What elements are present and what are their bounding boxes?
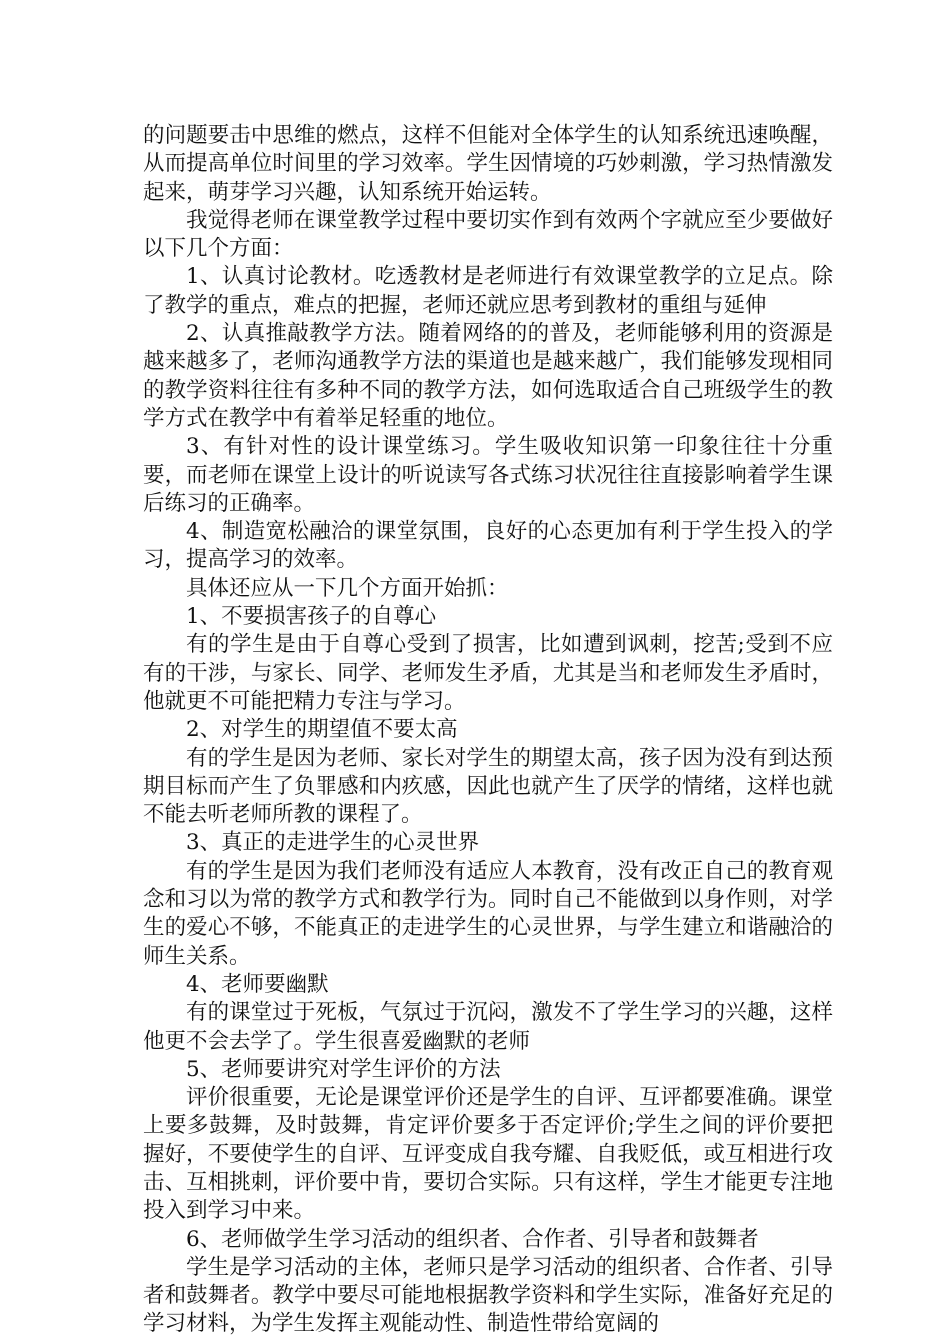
section-heading: 2、对学生的期望值不要太高 <box>186 717 458 743</box>
paragraph: 2、认真推敲教学方法。随着网络的的普及，老师能够利用的资源是越来越多了，老师沟通教学方法的渠道也是越来越广，我们能够发现相同的教学资料往往有多种不同的教学方法，如何选取适合自己班级学生的教学方式在教学中有着举足轻重的地位。 <box>143 321 833 431</box>
paragraph: 有的学生是因为我们老师没有适应人本教育，没有改正自己的教育观念和习以为常的教学方式和教学行为。同时自己不能做到以身作则，对学生的爱心不够，不能真正的走进学生的心灵世界，与学生建立和谐融洽的师生关系。 <box>143 858 833 969</box>
paragraph: 1、认真讨论教材。吃透教材是老师进行有效课堂教学的立足点。除了教学的重点，难点的把握，老师还就应思考到教材的重组与延伸 <box>143 264 833 318</box>
document-body <box>143 122 833 1339</box>
paragraph: 4、制造宽松融洽的课堂氛围，良好的心态更加有利于学生投入的学习，提高学习的效率。 <box>143 519 833 573</box>
paragraph: 学生是学习活动的主体，老师只是学习活动的组织者、合作者、引导者和鼓舞者。教学中要尽可能地根据教学资料和学生实际，准备好充足的学习材料，为学生发挥主观能动性、制造性带给宽阔的 <box>143 1254 833 1337</box>
section-heading: 3、真正的走进学生的心灵世界 <box>186 830 480 856</box>
paragraph: 评价很重要，无论是课堂评价还是学生的自评、互评都要准确。课堂上要多鼓舞，及时鼓舞，肯定评价要多于否定评价;学生之间的评价要把握好，不要使学生的自评、互评变成自我夸耀、自我贬低，或互相进行攻击、互相挑刺，评价要中肯，要切合实际。只有这样，学生才能更专注地投入到学习中来。 <box>143 1085 833 1224</box>
paragraph: 有的学生是因为老师、家长对学生的期望太高，孩子因为没有到达预期目标而产生了负罪感和内疚感，因此也就产生了厌学的情绪，这样也就不能去听老师所教的课程了。 <box>143 745 833 828</box>
section-heading: 4、老师要幽默 <box>186 971 329 997</box>
paragraph: 具体还应从一下几个方面开始抓： <box>186 575 509 601</box>
section-heading: 6、老师做学生学习活动的组织者、合作者、引导者和鼓舞者 <box>186 1226 759 1252</box>
paragraph: 有的课堂过于死板，气氛过于沉闷，激发不了学生学习的兴趣，这样他更不会去学了。学生很喜爱幽默的老师 <box>143 1000 833 1054</box>
section-heading: 1、不要损害孩子的自尊心 <box>186 604 437 630</box>
section-heading: 5、老师要讲究对学生评价的方法 <box>186 1056 501 1082</box>
paragraph: 有的学生是由于自尊心受到了损害，比如遭到讽刺，挖苦;受到不应有的干涉，与家长、同学、老师发生矛盾，尤其是当和老师发生矛盾时，他就更不可能把精力专注与学习。 <box>143 632 833 714</box>
paragraph: 我觉得老师在课堂教学过程中要切实作到有效两个字就应至少要做好以下几个方面： <box>143 207 833 262</box>
paragraph: 的问题要击中思维的燃点，这样不但能对全体学生的认知系统迅速唤醒，从而提高单位时间里的学习效率。学生因情境的巧妙刺激，学习热情激发起来，萌芽学习兴趣，认知系统开始运转。 <box>143 123 833 205</box>
paragraph: 3、有针对性的设计课堂练习。学生吸收知识第一印象往往十分重要，而老师在课堂上设计的听说读写各式练习状况往往直接影响着学生课后练习的正确率。 <box>143 434 833 516</box>
